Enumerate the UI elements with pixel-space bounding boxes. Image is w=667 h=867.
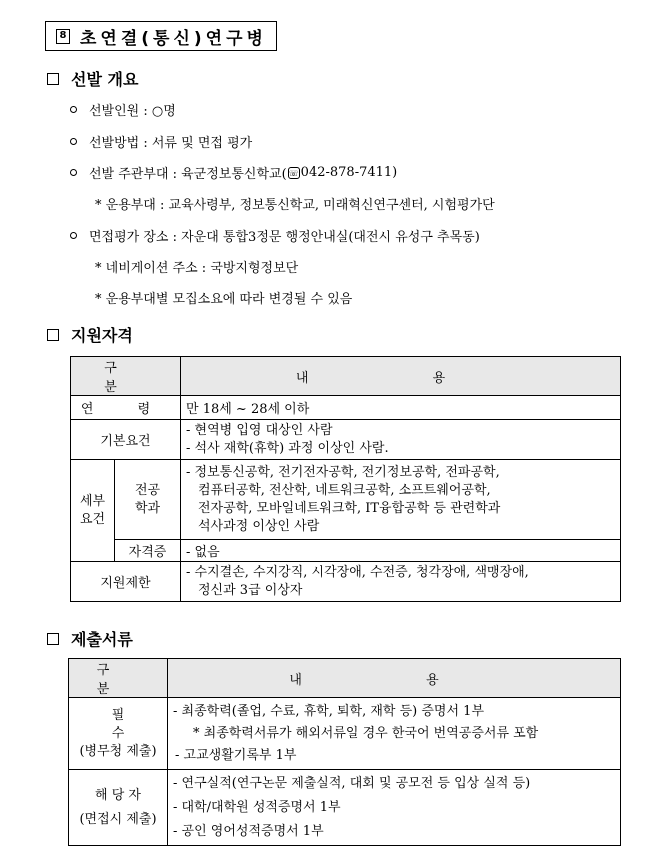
row-sublabel (115, 460, 181, 540)
cell-text: 요건 (79, 511, 106, 527)
title-number: 8 (56, 29, 70, 44)
overview-subtext: * 네비게이션 주소 : 국방지형정보단 (95, 261, 299, 276)
cell-text: - 연구실적(연구논문 제출실적, 대회 및 공모전 등 입상 실적 등) (173, 775, 531, 791)
section-title: 선발 개요 (71, 70, 139, 89)
row-label (69, 770, 168, 846)
section-heading-overview (47, 67, 138, 90)
table-row (71, 396, 621, 420)
section-title: 제출서류 (71, 630, 133, 649)
cell-text: 세부 (79, 493, 106, 509)
row-value (181, 460, 621, 540)
eligibility-table (70, 356, 621, 602)
table-header-cell: 내 용 (168, 659, 621, 698)
row-value (168, 698, 621, 770)
circle-bullet-icon (70, 106, 77, 113)
table-row (71, 562, 621, 602)
overview-sub-navigation (95, 257, 298, 276)
cell-text: 전공 (134, 482, 161, 498)
row-label: 연 령 (71, 396, 181, 420)
page-title: 초연결(통신)연구병 (80, 28, 267, 49)
cell-text: - 현역병 입영 대상인 사람 (186, 422, 333, 438)
overview-item-method (70, 132, 252, 151)
row-label: 기본요건 (71, 420, 181, 460)
checkbox-square-icon (47, 73, 59, 85)
row-value: 만 18세 ~ 28세 이하 (181, 396, 621, 420)
cell-text: 해 당 자 (95, 787, 141, 803)
table-header-cell: 구 분 (71, 357, 181, 396)
overview-phone-number: 042-878-7411) (300, 165, 398, 180)
cell-text: - 수지결손, 수지강직, 시각장애, 수전증, 청각장애, 색맹장애, (186, 564, 529, 580)
table-row (69, 770, 621, 846)
overview-text: 면접평가 장소 : 자운대 통합3정문 행정안내실(대전시 유성구 추목동) (89, 230, 480, 245)
cell-text: 학과 (134, 500, 161, 516)
overview-subtext: * 운용부대별 모집소요에 따라 변경될 수 있음 (95, 292, 353, 307)
table-header-cell: 내 용 (181, 357, 621, 396)
row-sublabel: 자격증 (115, 540, 181, 562)
overview-item-count (70, 100, 176, 119)
table-header-row (71, 357, 621, 396)
checkbox-square-icon (47, 329, 59, 341)
circle-bullet-icon (70, 232, 77, 239)
cell-text: 필 수 (111, 707, 143, 741)
cell-text: (면접시 제출) (79, 811, 157, 827)
cell-text: 전자공학, 모바일네트워크학, IT융합공학 등 관련학과 (198, 500, 501, 516)
row-value: - 없음 (181, 540, 621, 562)
table-row (69, 698, 621, 770)
page-title-box (45, 21, 277, 51)
cell-text: 컴퓨터공학, 전산학, 네트워크공학, 소프트웨어공학, (198, 482, 491, 498)
overview-item-interview (70, 226, 480, 245)
row-label (71, 460, 115, 562)
row-label: 지원제한 (71, 562, 181, 602)
cell-text: 석사과정 이상인 사람 (198, 518, 320, 534)
documents-table (68, 658, 621, 846)
cell-text: - 정보통신공학, 전기전자공학, 전기정보공학, 전파공학, (186, 464, 500, 480)
checkbox-square-icon (47, 633, 59, 645)
overview-sub-note (95, 288, 352, 307)
cell-text: - 최종학력(졸업, 수료, 휴학, 퇴학, 재학 등) 증명서 1부 (173, 703, 484, 719)
overview-sub-units (95, 194, 495, 213)
cell-text: - 대학/대학원 성적증명서 1부 (173, 799, 341, 815)
row-label (69, 698, 168, 770)
cell-text: - 석사 재학(휴학) 과정 이상인 사람. (186, 440, 389, 456)
section-title: 지원자격 (71, 326, 133, 345)
table-header-row (69, 659, 621, 698)
circle-bullet-icon (70, 138, 77, 145)
cell-text: - 공인 영어성적증명서 1부 (173, 823, 324, 839)
overview-item-unit (70, 163, 397, 182)
circle-bullet-icon (70, 169, 77, 176)
table-row (71, 460, 621, 540)
cell-text: - 고교생활기록부 1부 (175, 747, 297, 763)
cell-text: * 최종학력서류가 해외서류일 경우 한국어 번역공증서류 포함 (193, 725, 539, 741)
overview-text: 선발방법 : 서류 및 면접 평가 (89, 136, 253, 151)
table-header-cell: 구 분 (69, 659, 168, 698)
section-heading-eligibility (47, 323, 133, 346)
cell-text: (병무청 제출) (79, 743, 157, 759)
overview-text: 선발 주관부대 : 육군정보통신학교( (89, 167, 287, 182)
table-row (71, 420, 621, 460)
row-value (168, 770, 621, 846)
row-value (181, 420, 621, 460)
row-value (181, 562, 621, 602)
overview-text: 선발인원 : ○명 (89, 104, 176, 119)
overview-subtext: * 운용부대 : 교육사령부, 정보통신학교, 미래혁신연구센터, 시험평가단 (95, 198, 495, 213)
table-row (71, 540, 621, 562)
section-heading-documents (47, 627, 133, 650)
cell-text: 정신과 3급 이상자 (198, 582, 303, 598)
phone-icon: ☏ (288, 168, 299, 178)
